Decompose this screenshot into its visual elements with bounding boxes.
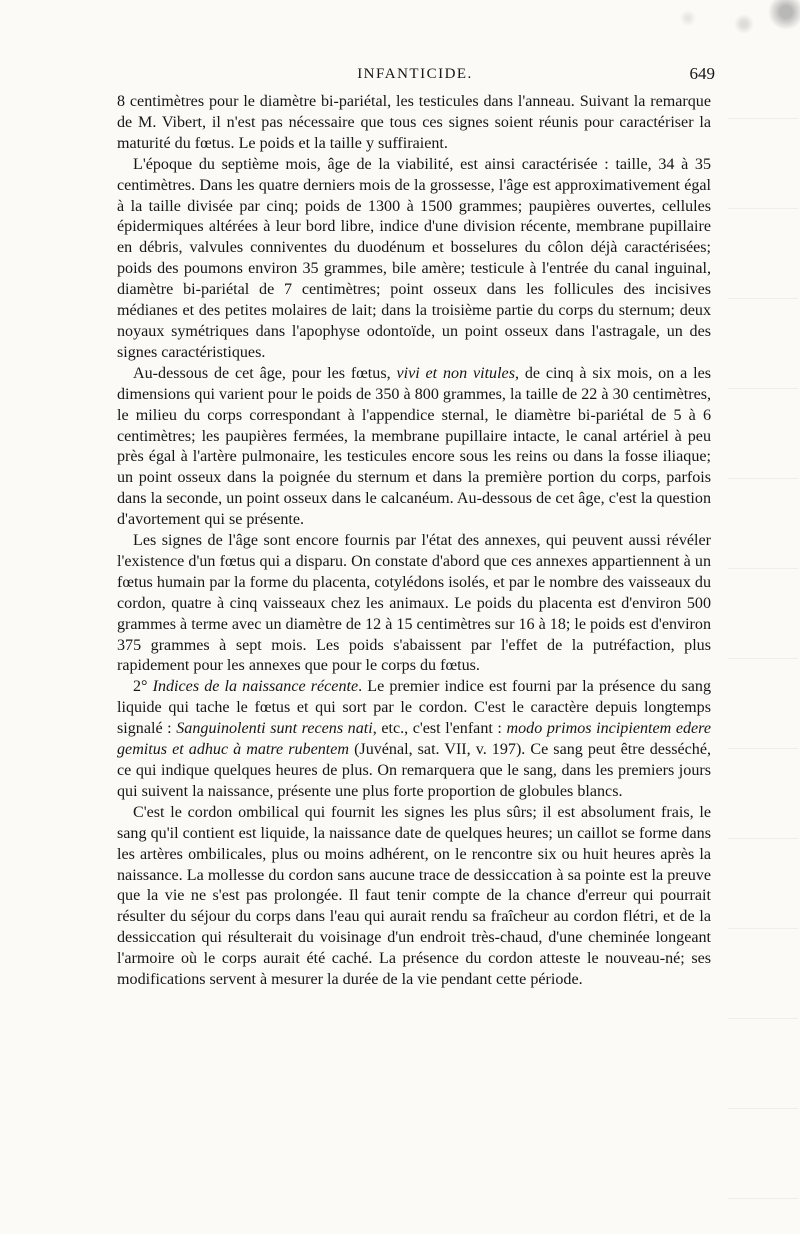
text-run: Au-dessous de cet âge, pour les fœtus, [133, 364, 397, 382]
page-header [115, 64, 715, 88]
italic-text: modo primos incipientem edere gemitus et adhuc à matre rubentem [117, 720, 711, 759]
text-run: 2° [133, 678, 153, 696]
text-run: Les signes de l'âge sont encore fournis par l'état des annexes, qui peuvent aussi révéler l'existence d'un fœtus qui a disparu. On constate d'abord que ces annexes appartiennent à un fœtus humain par la forme du placenta, cotylédons isolés, et par le nombre des vaisseaux du cordon, quatre à cinq vaisseaux chez les animaux. Le poids du placenta est d'environ 500 grammes à terme avec un diamètre de 12 à 15 centimètres sur 16 à 18; le poids est d'environ 375 grammes à sept mois. Les poids s'abaissent par l'effet de la putréfaction, plus rapidement pour les annexes que pour le corps du fœtus. [117, 532, 711, 675]
italic-text: Sanguinolenti sunt recens nati [176, 720, 373, 738]
scan-noise [520, 0, 800, 60]
paragraph [117, 155, 711, 364]
paragraph [117, 531, 711, 677]
text-run: L'époque du septième mois, âge de la viabilité, est ainsi caractérisée : taille, 34 à 35 centimètres. Dans les quatre derniers mois de la grossesse, l'âge est approximativement égal à la taille divisée par cinq; poids de 1300 à 1500 grammes; paupières ouvertes, cellules épidermiques altérées à leur bord libre, indice d'une division récente, membrane pupillaire en débris, valvules conniventes du duodénum et bosselures du côlon déjà caractérisées; poids des poumons environ 35 grammes, bile amère; testicule à l'entrée du canal inguinal, diamètre bi-pariétal de 7 centimètres; point osseux dans les follicules des incisives médianes et des petites molaires de lait; dans la troisième partie du corps du sternum; deux noyaux symétriques dans l'apophyse odontoïde, un point osseux dans l'astragale, un des signes caractéristiques. [117, 155, 711, 361]
running-head: INFANTICIDE. [357, 66, 473, 82]
body-text [117, 92, 711, 991]
text-run: 8 centimètres pour le diamètre bi-pariétal, les testicules dans l'anneau. Suivant la remarque de M. Vibert, il n'est pas nécessaire que tous ces signes soient réunis pour caractériser la maturité du fœtus. Le poids et la taille y suffiraient. [117, 93, 711, 152]
paragraph [117, 677, 711, 802]
text-run: . Le premier indice est fourni par la présence du sang liquide qui tache le fœtus et qui sort par le cordon. C'est le caractère depuis longtemps signalé : [117, 678, 711, 738]
text-run: C'est le cordon ombilical qui fournit les signes les plus sûrs; il est absolument frais, le sang qu'il contient est liquide, la naissance date de quelques heures; un caillot se forme dans les artères ombilicales, plus ou moins adhérent, on le rencontre six ou huit heures après la naissance. La mollesse du cordon sans aucune trace de dessiccation à sa pointe est la preuve que la vie ne s'est pas prolongée. Il faut tenir compte de la chance d'erreur qui pourrait résulter du séjour du corps dans l'eau qui aurait rendu sa fraîcheur au cordon flétri, et de la dessiccation qui résulterait du voisinage d'un endroit très-chaud, d'une cheminée longeant l'armoire où le corps aurait été caché. La présence du cordon atteste le nouveau-né; ses modifications servent à mesurer la durée de la vie pendant cette période. [117, 803, 711, 989]
italic-text: Indices de la naissance récente [152, 678, 359, 696]
paragraph [117, 92, 711, 155]
text-run: , etc., c'est l'enfant : [372, 720, 507, 738]
paragraph [117, 364, 711, 531]
text-run: , de cinq à six mois, on a les dimensions qui varient pour le poids de 350 à 800 grammes, la taille de 22 à 30 centimètres, le milieu du corps correspondant à l'appendice sternal, le diamètre bi-pariétal de 5 à 6 centimètres; les paupières fermées, la membrane pupillaire intacte, le canal artériel à peu près égal à l'artère pulmonaire, les testicules encore sous les reins ou dans la fosse iliaque; un point osseux dans la poignée du sternum et dans la première portion du corps, parfois dans la seconde, un point osseux dans le calcanéum. Au-dessous de cet âge, c'est la question d'avortement qui se présente. [117, 364, 711, 529]
italic-text: vivi et non vitules [396, 364, 515, 382]
paragraph [117, 803, 711, 991]
margin-noise [728, 80, 798, 1230]
text-run: (Juvénal, sat. VII, v. 197). Ce sang peut être desséché, ce qui indique quelques heures de plus. On remarquera que le sang, dans les premiers jours qui suivent la naissance, présente une plus forte proportion de globules blancs. [117, 741, 711, 800]
page-number: 649 [689, 64, 715, 83]
